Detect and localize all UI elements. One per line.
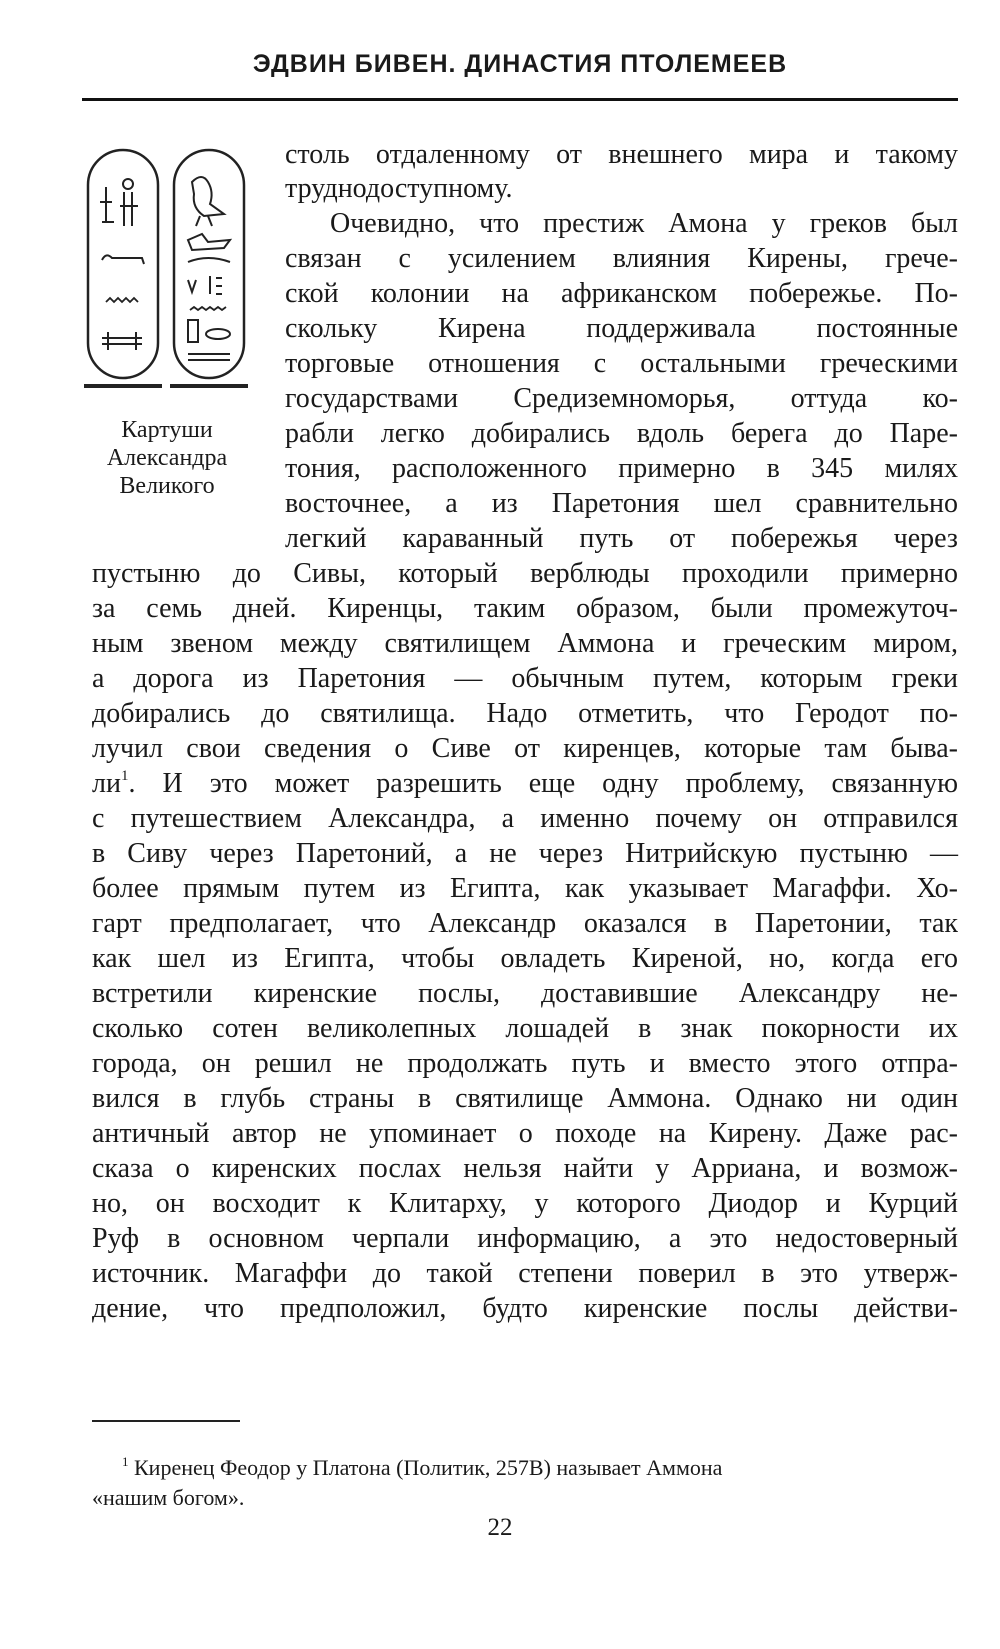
footnote-rule: [92, 1420, 240, 1422]
text-line: дение, что предположил, будто киренские послы действи-: [92, 1293, 958, 1324]
text-line: гарт предполагает, что Александр оказался в Паретонии, так: [92, 908, 958, 939]
text-line: торговые отношения с остальными греческими: [285, 348, 958, 379]
text-line: столь отдаленному от внешнего мира и такому: [285, 139, 958, 170]
page-number: 22: [487, 1514, 513, 1541]
text-line: рабли легко добирались вдоль берега до Паре-: [285, 418, 958, 449]
text-line: но, он восходит к Клитарху, у которого Диодор и Курций: [92, 1188, 958, 1219]
text-line: добирались до святилища. Надо отметить, что Геродот по-: [92, 698, 958, 729]
text-line: Руф в основном черпали информацию, а это недостоверный: [92, 1223, 958, 1254]
text-line: ным звеном между святилищем Аммона и греческим миром,: [92, 628, 958, 659]
footnote-line: $^1$ Киренец Феодор у Платона (Политик, 257B) называет Аммона: [122, 1454, 723, 1480]
text-line: лучил свои сведения о Сиве от киренцев, которые там быва-: [92, 733, 958, 764]
cartouches-illustration: [84, 142, 250, 392]
text-line: легкий караванный путь от побережья через: [285, 523, 958, 554]
text-line: с путешествием Александра, а именно почему он отправился: [92, 803, 958, 834]
caption-line: Александра: [106, 445, 228, 471]
text-line: источник. Магаффи до такой степени поверил в это утверж-: [92, 1258, 958, 1289]
text-line: в Сиву через Паретоний, а не через Нитрийскую пустыню —: [92, 838, 958, 869]
text-line-with-footnote-ref: $ли^1$. И это может разрешить еще одну проблему, связанную: [92, 768, 958, 799]
running-header: ЭДВИН БИВЕН. ДИНАСТИЯ ПТОЛЕМЕЕВ: [252, 50, 788, 78]
text-line: труднодоступному.: [285, 173, 513, 204]
caption-line: Картуши: [121, 417, 213, 443]
text-line: как шел из Египта, чтобы овладеть Киреной, но, когда его: [92, 943, 958, 974]
text-line: античный автор не упоминает о походе на Кирену. Даже рас-: [92, 1118, 958, 1149]
text-line: города, он решил не продолжать путь и вместо этого отпра-: [92, 1048, 958, 1079]
text-line: связан с усилением влияния Кирены, грече-: [285, 243, 958, 274]
text-line: скольку Кирена поддерживала постоянные: [285, 313, 958, 344]
text-line: тония, расположенного примерно в 345 милях: [285, 453, 958, 484]
text-line: восточнее, а из Паретония шел сравнительно: [285, 488, 958, 519]
header-rule: [82, 98, 958, 101]
text-line: Очевидно, что престиж Амона у греков был: [330, 208, 958, 239]
text-line: а дорога из Паретония — обычным путем, которым греки: [92, 663, 958, 694]
text-line: вился в глубь страны в святилище Аммона. Однако ни один: [92, 1083, 958, 1114]
caption-line: Великого: [119, 473, 215, 499]
footnote-line: «нашим богом».: [92, 1485, 245, 1510]
figure-caption: [82, 416, 252, 500]
text-line: пустыню до Сивы, который верблюды проходили примерно: [92, 558, 958, 589]
cartouche-figure: [82, 142, 252, 500]
text-line: за семь дней. Киренцы, таким образом, были промежуточ-: [92, 593, 958, 624]
text-line: встретили киренские послы, доставившие Александру не-: [92, 978, 958, 1009]
text-line: ской колонии на африканском побережье. По-: [285, 278, 958, 309]
text-line: государствами Средиземноморья, оттуда ко-: [285, 383, 958, 414]
footnote-marker: 1: [122, 1454, 129, 1469]
text-line: сколько сотен великолепных лошадей в знак покорности их: [92, 1013, 958, 1044]
text-line: сказа о киренских послах нельзя найти у Арриана, и возмож-: [92, 1153, 958, 1184]
footnote-ref[interactable]: 1: [120, 768, 129, 784]
text-line: более прямым путем из Египта, как указывает Магаффи. Хо-: [92, 873, 958, 904]
